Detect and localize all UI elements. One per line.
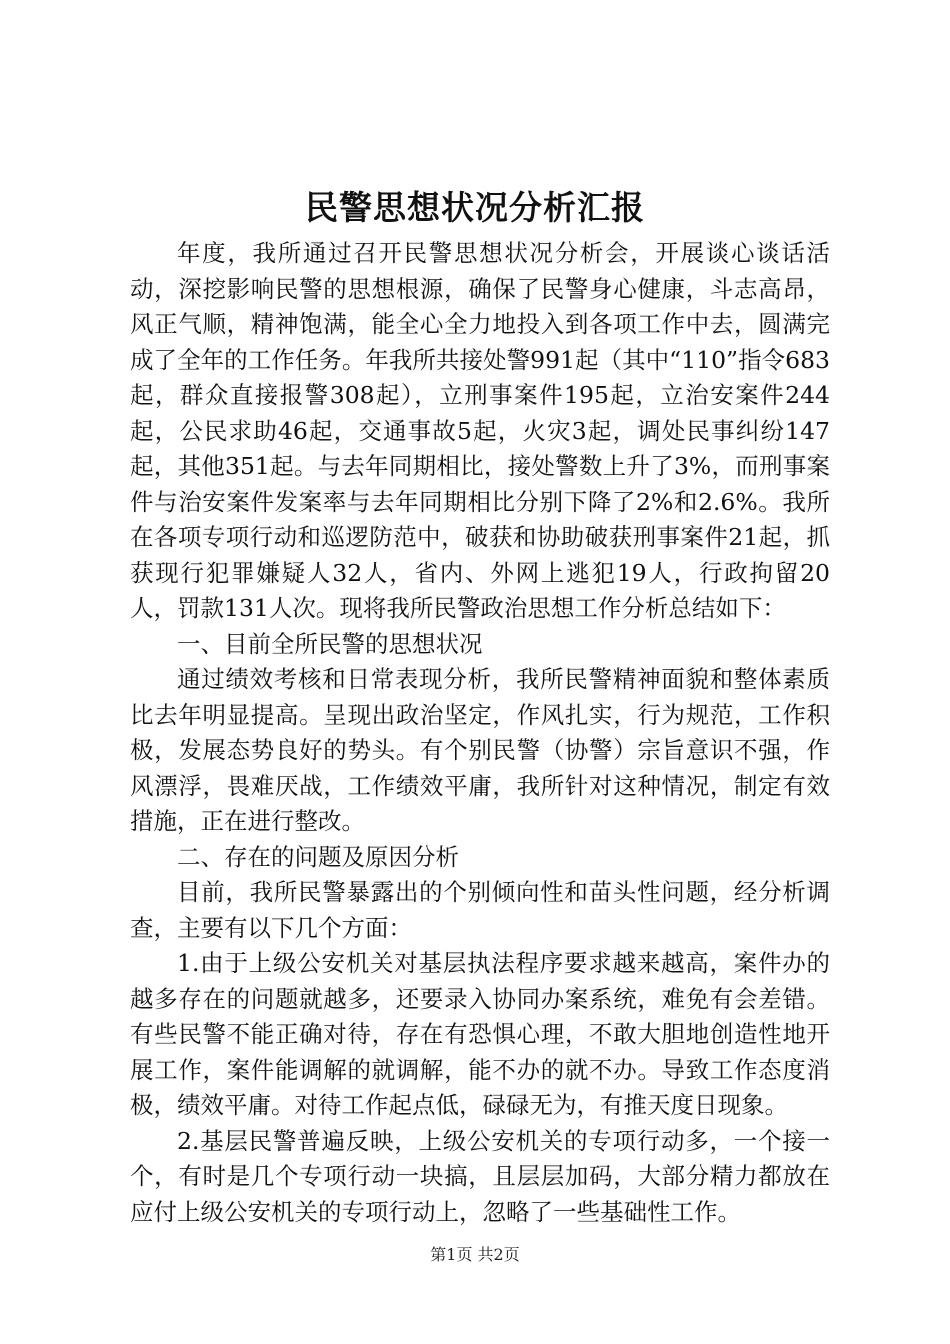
paragraph-intro: 年度，我所通过召开民警思想状况分析会，开展谈心谈话活动，深挖影响民警的思想根源，确保了民警身心健康，斗志高昂，风正气顺，精神饱满，能全心全力地投入到各项工作中去，圆满完成了全年的工作任务。年我所共接处警991起（其中“110”指令683起，群众直接报警308起），立刑事案件195起，立治安案件244起，公民求助46起，交通事故5起，火灾3起，调处民事纠纷147起，其他351起。与去年同期相比，接处警数上升了3%，而刑事案件与治安案件发案率与去年同期相比分别下降了2%和2.6%。我所在各项专项行动和巡逻防范中，破获和协助破获刑事案件21起，抓获现行犯罪嫌疑人32人，省内、外网上逃犯19人，行政拘留20人，罚款131人次。现将我所民警政治思想工作分析总结如下： — [130, 239, 830, 622]
paragraph-problem-1: 1.由于上级公安机关对基层执法程序要求越来越高，案件办的越多存在的问题就越多，还要录入协同办案系统，难免有会差错。有些民警不能正确对待，存在有恐惧心理，不敢大胆地创造性地开展工作，案件能调解的就调解，能不办的就不办。导致工作态度消极，绩效平庸。对待工作起点低，碌碌无为，有推天度日现象。 — [130, 949, 830, 1119]
document-title: 民警思想状况分析汇报 — [305, 188, 645, 227]
paragraph-thought-status: 通过绩效考核和日常表现分析，我所民警精神面貌和整体素质比去年明显提高。呈现出政治坚定，作风扎实，行为规范，工作积极，发展态势良好的势头。有个别民警（协警）宗旨意识不强，作风漂浮，畏难厌战，工作绩效平庸，我所针对这种情况，制定有效措施，正在进行整改。 — [130, 665, 830, 835]
section-heading-1: 一、目前全所民警的思想状况 — [177, 629, 483, 658]
document-body — [130, 236, 830, 1230]
paragraph-problems-intro: 目前，我所民警暴露出的个别倾向性和苗头性问题，经分析调查，主要有以下几个方面： — [130, 878, 830, 942]
paragraph-problem-2: 2.基层民警普遍反映，上级公安机关的专项行动多，一个接一个，有时是几个专项行动一块搞，且层层加码，大部分精力都放在应付上级公安机关的专项行动上，忽略了一些基础性工作。 — [130, 1126, 830, 1226]
page-footer: 第1页 共2页 — [430, 1245, 520, 1264]
section-heading-2: 二、存在的问题及原因分析 — [177, 842, 459, 871]
